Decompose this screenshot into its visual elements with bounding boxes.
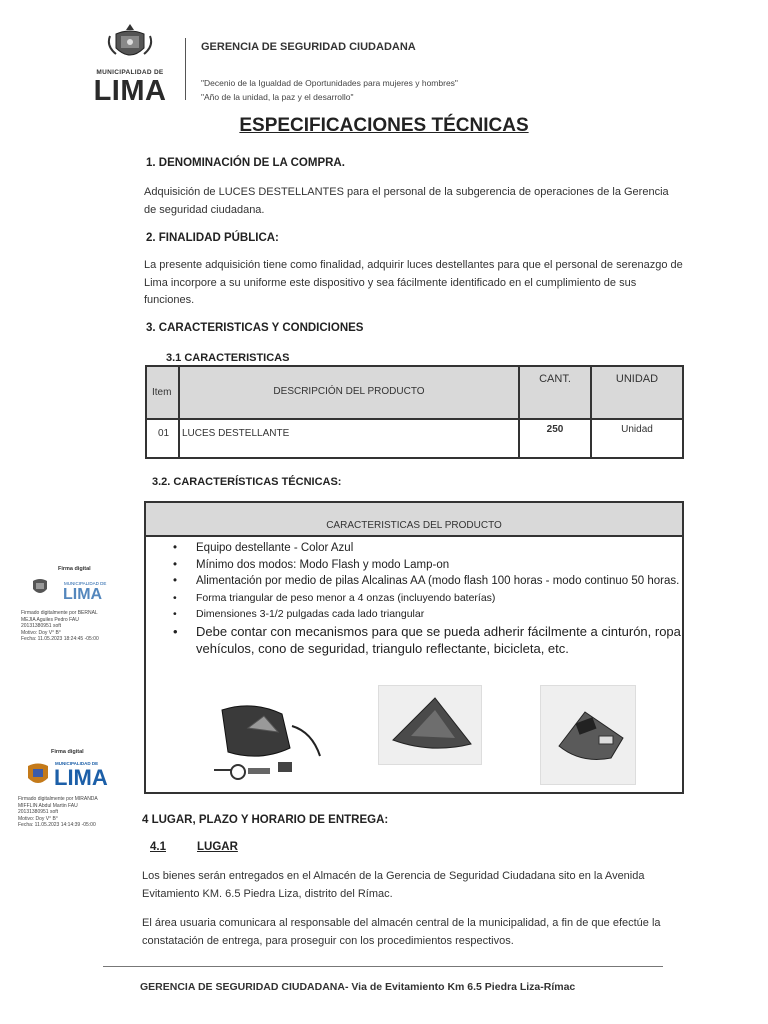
section-2-heading: 2. FINALIDAD PÚBLICA: [146, 232, 279, 244]
section-4-text-1: Los bienes serán entregados en el Almacén de la Gerencia de Seguridad Ciudadana sito en la Avenida Evitamiento KM. 6.5 Piedra Liza, distrito del Rímac. [142, 870, 645, 900]
col-header-descripcion: DESCRIPCIÓN DEL PRODUCTO [273, 386, 425, 397]
section-1-heading: 1. DENOMINACIÓN DE LA COMPRA. [146, 157, 345, 169]
features-header-text: CARACTERISTICAS DEL PRODUCTO [326, 520, 502, 531]
section-2-text: La presente adquisición tiene como finalidad, adquirir luces destellantes para que el personal de serenazgo de Lima incorpore a su uniforme este dispositivo y sea fácilmente identificado en el cumplimiento de sus funciones. [144, 259, 683, 306]
col-header-item: Item [152, 387, 172, 398]
features-list [169, 540, 681, 657]
logo-subtitle: MUNICIPALIDAD DE [55, 761, 99, 766]
signature-details: Firmado digitalmente por BERNAL MEJIA Aguiles Pedro FAU 20131380951 soft Motivo: Doy V° B° Fecha: 11.05.2023 18:24:45 -05:00 [21, 610, 99, 642]
product-table [145, 365, 684, 459]
product-photo-triangle-side [540, 685, 636, 785]
document-title: ESPECIFICACIONES TÉCNICAS [239, 115, 529, 136]
header-quote-1: "Decenio de la Igualdad de Oportunidades para mujeres y hombres" [201, 78, 458, 88]
footer-text: GERENCIA DE SEGURIDAD CIUDADANA- Via de Evitamiento Km 6.5 Piedra Liza-Rímac [140, 981, 576, 993]
section-1-text: Adquisición de LUCES DESTELLANTES para el personal de la subgerencia de operaciones de la Gerencia de seguridad ciudadana. [144, 186, 669, 216]
product-photo-pouch [208, 696, 328, 786]
signature-details: Firmado digitalmente por MIRANDA MIFFLIN Abdul Martin FAU 20131380951 soft Motivo: Doy V° B° Fecha: 11.05.2023 14:14:39 -05:00 [18, 796, 98, 828]
row-cant: 250 [546, 424, 564, 435]
feature-item: • Alimentación por medio de pilas Alcalinas AA (modo flash 100 horas - modo continuo 50 horas. [169, 573, 681, 590]
org-name: GERENCIA DE SEGURIDAD CIUDADANA [201, 41, 416, 53]
section-3-1-heading: 3.1 CARACTERISTICAS [166, 352, 290, 364]
feature-item: • Forma triangular de peso menor a 4 onzas (incluyendo baterías) [169, 590, 681, 607]
section-4-1-label: LUGAR [197, 841, 238, 853]
features-table [144, 501, 684, 794]
feature-item: • Debe contar con mecanismos para que se pueda adherir fácilmente a cinturón, ropa vehículos, cono de seguridad, triangulo reflectante, bicicleta, etc. [169, 623, 681, 657]
coat-of-arms-icon [30, 576, 50, 598]
header-quote-2: "Año de la unidad, la paz y el desarrollo" [201, 92, 354, 102]
row-item: 01 [158, 428, 170, 439]
logo-title: LIMA [93, 75, 167, 107]
coat-of-arms-icon [25, 759, 51, 789]
product-photo-triangle-front [378, 685, 482, 765]
section-4-heading: 4 LUGAR, PLAZO Y HORARIO DE ENTREGA: [142, 814, 389, 826]
feature-item: • Mínimo dos modos: Modo Flash y modo Lamp-on [169, 557, 681, 574]
signature-label: Firma digital [51, 749, 84, 755]
col-header-cant: CANT. [539, 373, 571, 385]
col-header-unidad: UNIDAD [615, 373, 659, 385]
row-unidad: Unidad [621, 424, 653, 435]
lima-logo: LIMA [54, 765, 108, 790]
logo-subtitle: MUNICIPALIDAD DE [64, 581, 107, 586]
footer-divider [103, 966, 663, 967]
features-table-header [146, 503, 682, 537]
signature-label: Firma digital [58, 566, 91, 572]
section-3-2-heading: 3.2. CARACTERÍSTICAS TÉCNICAS: [152, 476, 342, 488]
digital-signature-1 [20, 566, 130, 646]
logo-subtitle: MUNICIPALIDAD DE [96, 69, 164, 76]
feature-item: • Dimensiones 3-1/2 pulgadas cada lado triangular [169, 606, 681, 623]
section-4-text-2: El área usuaria comunicara al responsable del almacén central de la municipalidad, a fin de que efectúe la constatación de entrega, para proseguir con los procedimientos respectivos. [142, 917, 661, 947]
lima-logo: LIMA [63, 586, 103, 603]
coat-of-arms-icon [106, 22, 154, 66]
section-4-1-number: 4.1 [150, 841, 166, 853]
section-3-heading: 3. CARACTERISTICAS Y CONDICIONES [146, 322, 364, 334]
feature-item: • Equipo destellante - Color Azul [169, 540, 681, 557]
municipal-logo [84, 22, 176, 106]
row-descripcion: LUCES DESTELLANTE [182, 428, 290, 439]
header-divider [185, 38, 186, 100]
digital-signature-2 [17, 749, 129, 834]
